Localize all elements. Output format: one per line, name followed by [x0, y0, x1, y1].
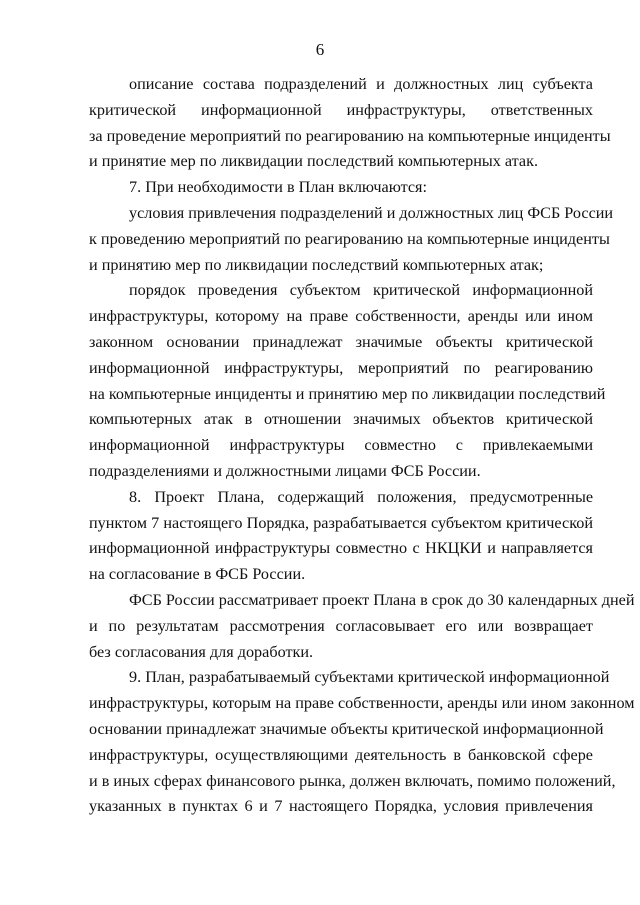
text-line: и принятие мер по ликвидации последствий компьютерных атак.	[89, 152, 539, 171]
paragraph	[89, 485, 593, 588]
text-line: к проведению мероприятий по реагированию на компьютерные инциденты	[89, 229, 610, 248]
paragraph	[89, 665, 635, 820]
text-line: условия привлечения подразделений и должностных лиц ФСБ России	[129, 203, 614, 222]
paragraph	[89, 201, 614, 278]
text-line: инфраструктуры, которому на праве собственности, аренды или ином	[89, 307, 593, 326]
text-line: 7. При необходимости в План включаются:	[129, 178, 427, 197]
text-line: критической информационной инфраструктуры, ответственных	[89, 100, 593, 119]
text-line: и принятию мер по ликвидации последствий компьютерных атак;	[89, 255, 544, 274]
paragraph	[89, 175, 593, 201]
text-line: информационной инфраструктуры совместно с НКЦКИ и направляется	[89, 539, 593, 558]
text-line: на согласование в ФСБ России.	[89, 565, 306, 584]
text-line: компьютерных атак в отношении значимых объектов критической	[89, 410, 593, 429]
text-line: инфраструктуры, осуществляющими деятельность в банковской сфере	[89, 745, 593, 764]
text-line: 9. План, разрабатываемый субъектами критической информационной	[129, 668, 610, 687]
text-line: и в иных сферах финансового рынка, должен включать, помимо положений,	[89, 771, 616, 790]
text-line: инфраструктуры, которым на праве собственности, аренды или ином законном	[89, 694, 635, 713]
document-body	[89, 72, 635, 820]
text-line: пунктом 7 настоящего Порядка, разрабатывается субъектом критической	[89, 513, 593, 532]
paragraph	[89, 72, 611, 175]
page-number: 6	[315, 40, 325, 59]
text-line: подразделениями и должностными лицами ФСБ России.	[89, 461, 481, 480]
text-line: и по результатам рассмотрения согласовывает его или возвращает	[89, 616, 593, 635]
text-line: указанных в пунктах 6 и 7 настоящего Порядка, условия привлечения	[89, 797, 593, 816]
paragraph	[89, 278, 606, 484]
text-line: 8. Проект Плана, содержащий положения, предусмотренные	[129, 487, 593, 506]
paragraph	[89, 588, 635, 665]
text-line: информационной инфраструктуры, мероприятий по реагированию	[89, 358, 593, 377]
text-line: законном основании принадлежат значимые объекты критической	[89, 332, 593, 351]
text-line: основании принадлежат значимые объекты критической информационной	[89, 719, 604, 738]
text-line: информационной инфраструктуры совместно с привлекаемыми	[89, 436, 593, 455]
text-line: за проведение мероприятий по реагированию на компьютерные инциденты	[89, 126, 611, 145]
text-line: без согласования для доработки.	[89, 642, 314, 661]
text-line: на компьютерные инциденты и принятию мер по ликвидации последствий	[89, 384, 606, 403]
text-line: порядок проведения субъектом критической информационной	[129, 281, 593, 300]
text-line: описание состава подразделений и должностных лиц субъекта	[129, 75, 593, 93]
text-line: ФСБ России рассматривает проект Плана в срок до 30 календарных дней	[129, 590, 635, 609]
